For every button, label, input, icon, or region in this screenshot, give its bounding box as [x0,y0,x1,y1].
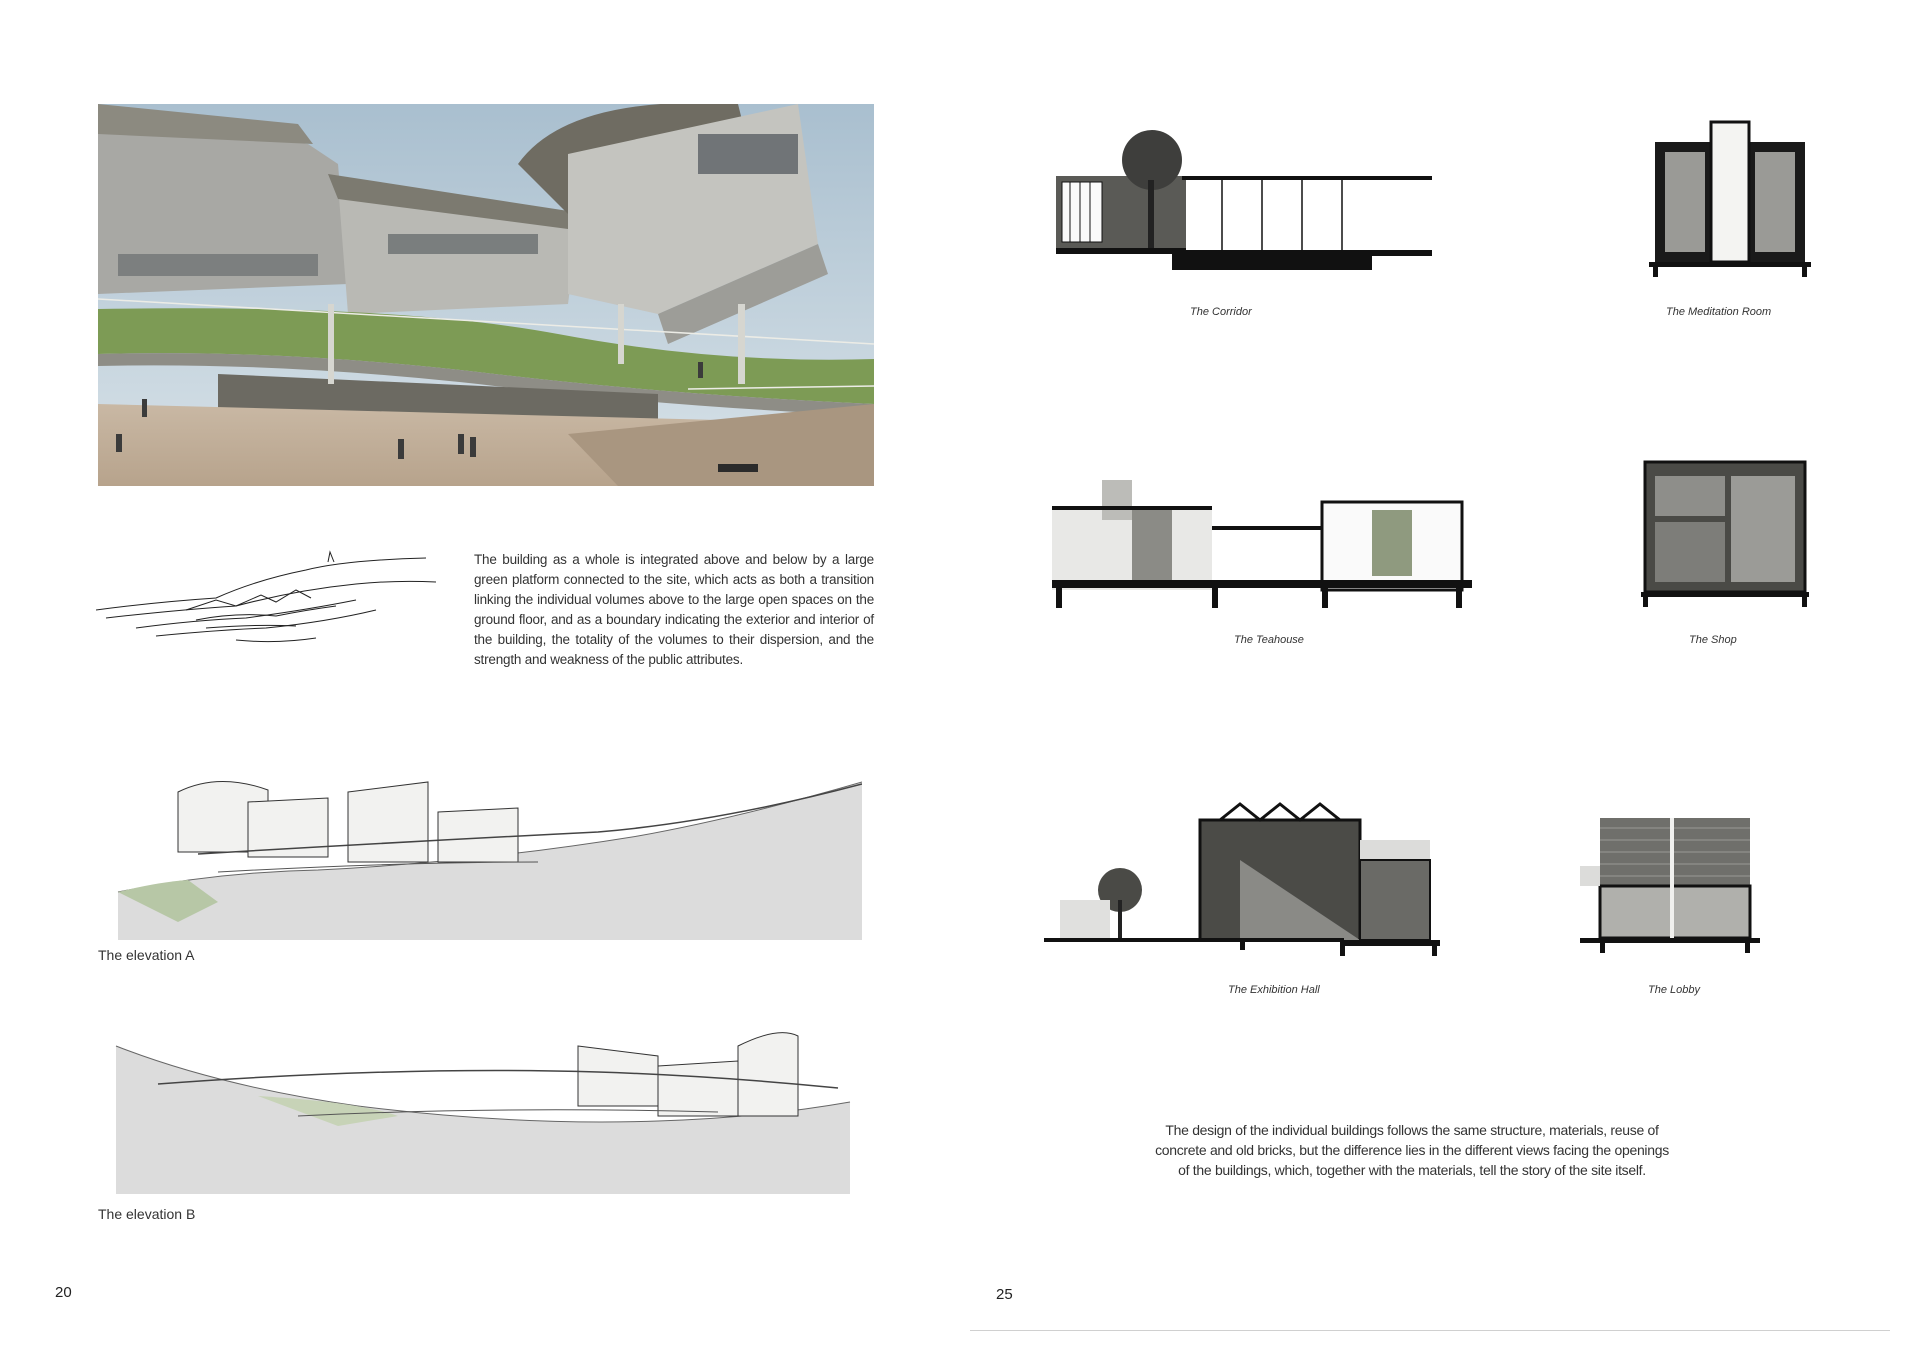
page-number-left: 20 [55,1284,72,1301]
page-number-right: 25 [996,1286,1013,1303]
right-body-paragraph: The design of the individual buildings follows the same structure, materials, reuse of concrete and old bricks, but the difference lies in the different views facing the openings of the buildings, which, together with the materials, tell the story of the site itself. [1155,1122,1669,1178]
teahouse-section-drawing [1042,440,1492,610]
exhibition-hall-caption: The Exhibition Hall [1228,984,1320,996]
lobby-caption: The Lobby [1648,984,1700,996]
site-sketch-drawing [96,540,436,670]
lobby-section-drawing [1540,806,1780,956]
corridor-section-drawing [1052,120,1437,280]
elevation-a-drawing [98,762,862,940]
right-page [960,0,1920,1357]
footer-divider [970,1330,1890,1331]
teahouse-caption: The Teahouse [1234,634,1304,646]
left-body-paragraph: The building as a whole is integrated above and below by a large green platform connected to the site, which acts as both a transition linking the individual volumes above to the large open spaces on the ground floor, and as a boundary indicating the exterior and interior of the building, the totality of the volumes to their dispersion, and the strength and weakness of the public attributes. [474,551,874,667]
shop-section-drawing [1635,452,1815,610]
corridor-caption: The Corridor [1190,306,1252,318]
elevation-b-caption: The elevation B [98,1206,196,1222]
exhibition-hall-section-drawing [1040,800,1500,960]
meditation-room-section-drawing [1645,112,1815,282]
building-render-image [98,104,874,486]
meditation-room-caption: The Meditation Room [1666,306,1772,318]
elevation-a-caption: The elevation A [98,947,195,963]
elevation-b-drawing [98,1006,862,1194]
shop-caption: The Shop [1689,634,1737,646]
